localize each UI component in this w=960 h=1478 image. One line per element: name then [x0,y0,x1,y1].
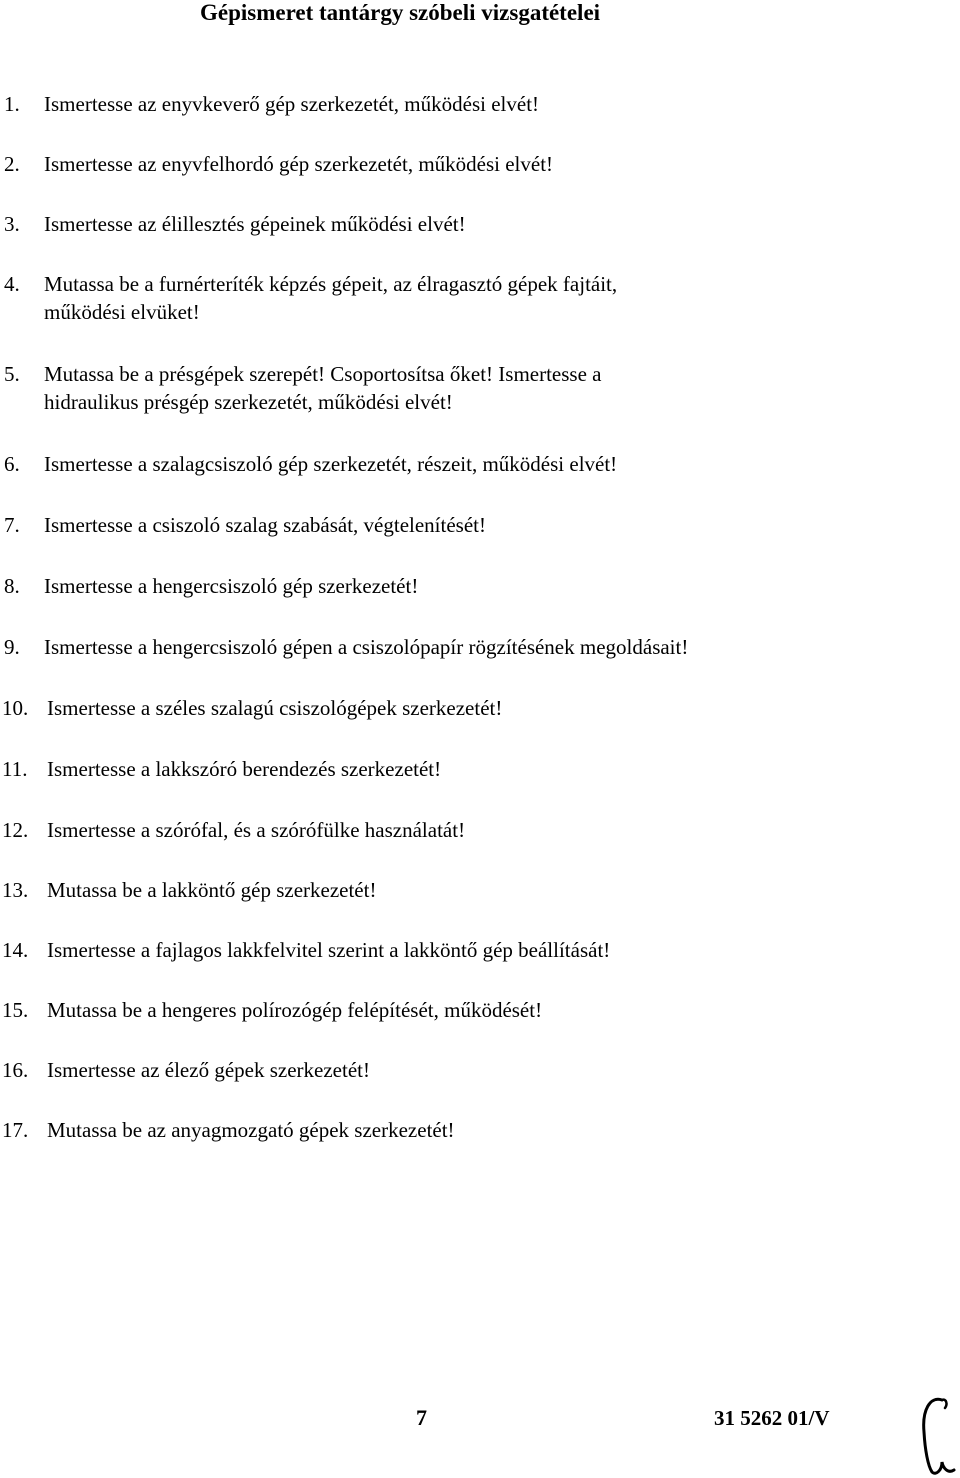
question-number: 12. [2,818,29,842]
question-number: 17. [2,1118,29,1142]
question-number: 4. [4,272,20,296]
question-text [44,270,884,326]
question-number: 13. [2,878,29,902]
question-number: 5. [4,362,20,386]
question-number: 1. [4,92,20,116]
question-text-line: Ismertesse a hengercsiszoló gépen a csiszolópapír rögzítésének megoldásait! [44,635,689,659]
question-text-line: hidraulikus présgép szerkezetét, működési elvét! [44,390,453,414]
question-number: 9. [4,635,20,659]
question-text-line: Ismertesse a fajlagos lakkfelvitel szerint a lakköntő gép beállítását! [47,938,611,962]
question-text [47,876,887,904]
question-text-line: Ismertesse a hengercsiszoló gép szerkezetét! [44,574,419,598]
question-number: 6. [4,452,20,476]
question-text-line: Ismertesse a szórófal, és a szórófülke használatát! [47,818,466,842]
signature [912,1392,960,1478]
question-number: 16. [2,1058,29,1082]
question-text-line: Ismertesse a lakkszóró berendezés szerkezetét! [47,757,442,781]
question-text-line: Ismertesse az enyvkeverő gép szerkezetét, működési elvét! [44,92,540,116]
question-text [44,511,884,539]
question-text-line: Ismertesse az élillesztés gépeinek működési elvét! [44,212,466,236]
question-text [44,90,884,118]
question-text [44,150,884,178]
question-text [44,633,884,661]
question-text [44,210,884,238]
question-number: 14. [2,938,29,962]
question-text [47,996,887,1024]
question-text [47,816,887,844]
question-number: 15. [2,998,29,1022]
question-text [47,936,887,964]
question-text [47,694,887,722]
question-number: 7. [4,513,20,537]
question-text-line: Mutassa be a hengeres polírozógép felépítését, működését! [47,998,543,1022]
document-code: 31 5262 01/V [714,1406,830,1430]
question-text-line: Ismertesse az enyvfelhordó gép szerkezetét, működési elvét! [44,152,554,176]
question-number: 10. [2,696,29,720]
question-text-line: Mutassa be a furnérteríték képzés gépeit, az élragasztó gépek fajtáit, [44,272,618,296]
question-number: 11. [2,757,28,781]
question-number: 8. [4,574,20,598]
question-text-line: Ismertesse a csiszoló szalag szabását, végtelenítését! [44,513,486,537]
question-text-line: Ismertesse az élező gépek szerkezetét! [47,1058,370,1082]
question-text-line: Ismertesse a szalagcsiszoló gép szerkezetét, részeit, működési elvét! [44,452,618,476]
question-text [44,360,884,416]
question-text [47,1056,887,1084]
question-number: 2. [4,152,20,176]
question-text-line: Ismertesse a széles szalagú csiszológépek szerkezetét! [47,696,503,720]
page-number: 7 [416,1405,427,1430]
question-text [47,755,887,783]
question-text [44,572,884,600]
question-text-line: működési elvüket! [44,300,200,324]
page-title: Gépismeret tantárgy szóbeli vizsgatételei [200,0,601,25]
question-text [47,1116,887,1144]
question-text [44,450,884,478]
question-number: 3. [4,212,20,236]
question-text-line: Mutassa be a présgépek szerepét! Csoportosítsa őket! Ismertesse a [44,362,602,386]
question-text-line: Mutassa be a lakköntő gép szerkezetét! [47,878,377,902]
question-text-line: Mutassa be az anyagmozgató gépek szerkezetét! [47,1118,455,1142]
